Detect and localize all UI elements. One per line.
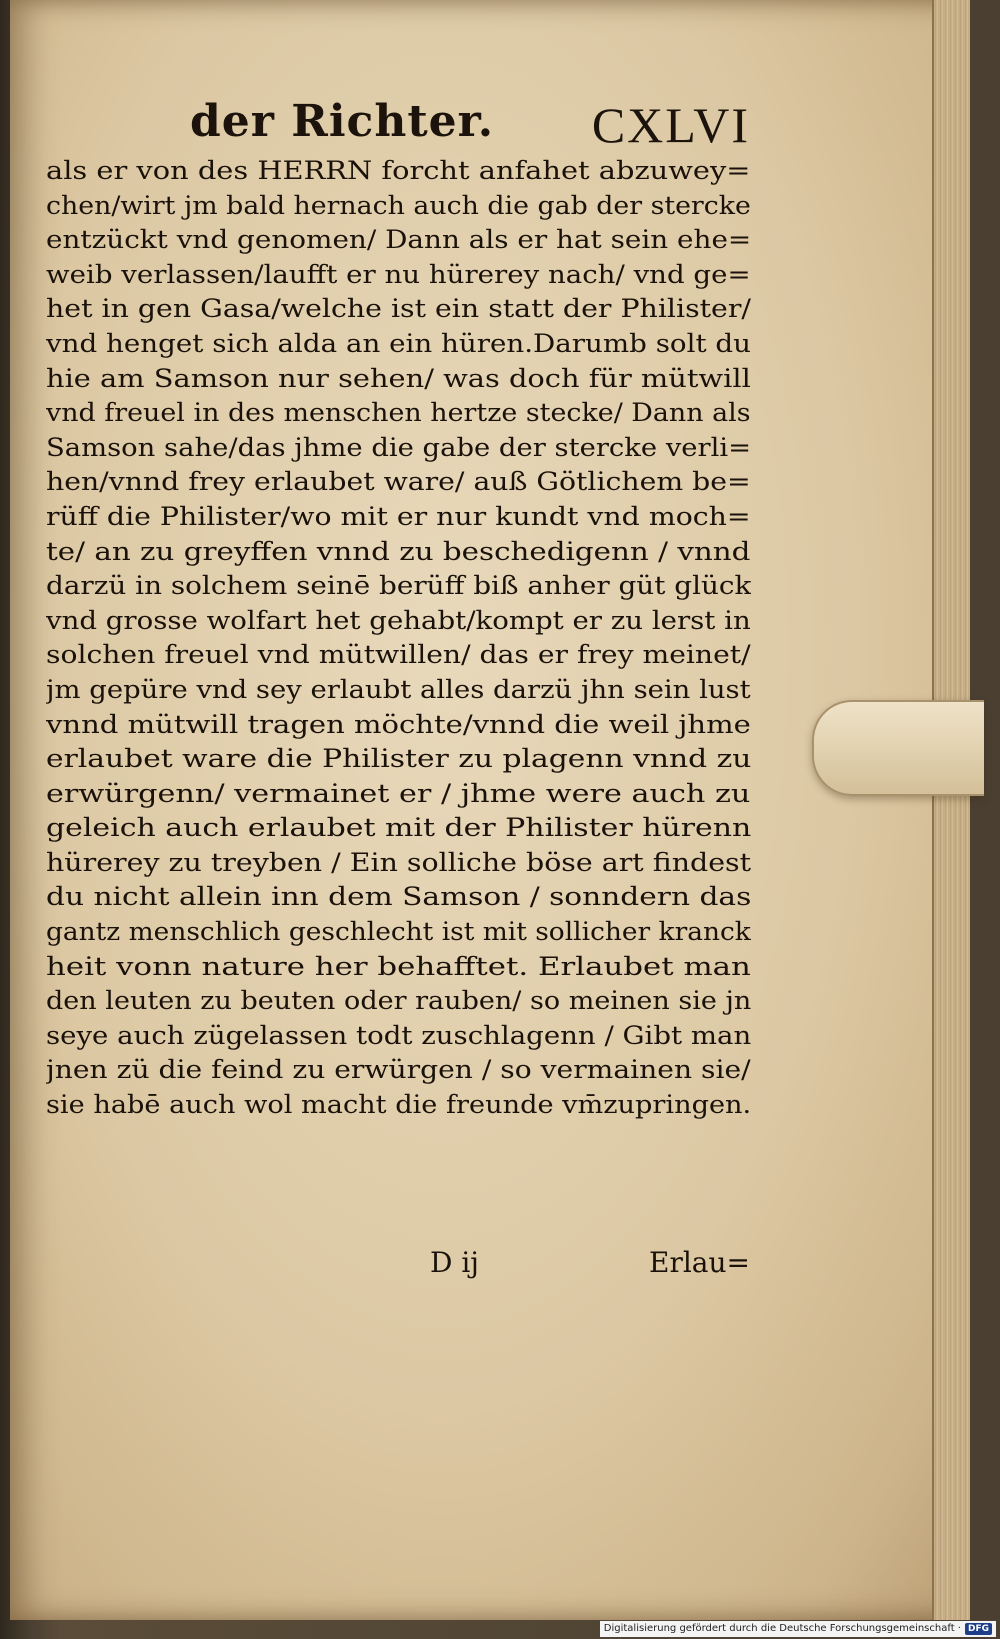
text-line: entzückt vnd genomen/ Dann als er hat sein ehe= — [46, 225, 751, 255]
text-line: erlaubet ware die Philister zu plagenn vnnd zu — [46, 744, 751, 774]
text-line: jnen zü die feind zu erwürgen / so vermainen sie/ — [46, 1055, 751, 1085]
text-line: sie habē auch wol macht die freunde vm̄zupringen. — [46, 1090, 751, 1120]
book-clasp — [812, 700, 984, 796]
text-line: vnd henget sich alda an ein hüren.Darumb solt du — [46, 328, 751, 358]
text-line: den leuten zu beuten oder rauben/ so meinen sie jn — [46, 986, 751, 1016]
credit-bar — [600, 1621, 996, 1637]
book-page — [10, 0, 970, 1620]
text-line: als er von des HERRN forcht anfahet abzuwey= — [46, 156, 751, 185]
credit-text: Digitalisierung gefördert durch die Deutsche Forschungsgemeinschaft · — [603, 1623, 961, 1634]
text-line: rüff die Philister/wo mit er nur kundt vnd moch= — [46, 501, 751, 531]
signature-mark: D ij — [430, 1246, 479, 1279]
text-line: vnd grosse wolfart het gehabt/kompt er zu lerst in — [46, 605, 751, 635]
text-line: hürerey zu treyben / Ein solliche böse art findest — [46, 847, 751, 877]
text-line: solchen freuel vnd mütwillen/ das er frey meinet/ — [46, 640, 751, 670]
text-line: Samson sahe/das jhme die gabe der stercke verli= — [46, 432, 751, 462]
text-line: gantz menschlich geschlecht ist mit sollicher kranck — [46, 917, 751, 947]
folio-number: CXLVI — [591, 97, 750, 153]
text-line: vnnd mütwill tragen möchte/vnnd die weil jhme — [46, 709, 751, 739]
text-line: jm gepüre vnd sey erlaubt alles darzü jhn sein lust — [46, 674, 751, 704]
body-text — [46, 154, 751, 1123]
text-line: du nicht allein inn dem Samson / sonndern das — [46, 882, 751, 912]
page-edges — [932, 0, 970, 1620]
text-line: vnd freuel in des menschen hertze stecke/ Dann als — [46, 398, 751, 428]
text-line: chen/wirt jm bald hernach auch die gab der stercke — [46, 190, 751, 220]
catchword: Erlau= — [649, 1246, 750, 1279]
text-line: hie am Samson nur sehen/ was doch für mütwill — [46, 363, 751, 393]
text-line: hen/vnnd frey erlaubet ware/ auß Götlichem be= — [46, 467, 751, 497]
text-line: geleich auch erlaubet mit der Philister hürenn — [46, 813, 751, 843]
text-line: seye auch zügelassen todt zuschlagenn / Gibt man — [46, 1020, 751, 1050]
running-head: der Richter. — [190, 96, 495, 147]
text-line: weib verlassen/laufft er nu hürerey nach/ vnd ge= — [46, 259, 751, 289]
text-line: te/ an zu greyffen vnnd zu beschedigenn / vnnd — [46, 536, 751, 566]
text-line: erwürgenn/ vermainet er / jhme were auch zu — [46, 778, 751, 808]
dfg-logo: DFG — [965, 1623, 992, 1635]
text-line: darzü in solchem seinē berüff biß anher güt glück — [46, 571, 751, 601]
page-footer — [430, 1246, 750, 1286]
text-line: het in gen Gasa/welche ist ein statt der Philister/ — [46, 294, 751, 324]
text-line: heit vonn nature her behafftet. Erlaubet man — [46, 951, 751, 981]
